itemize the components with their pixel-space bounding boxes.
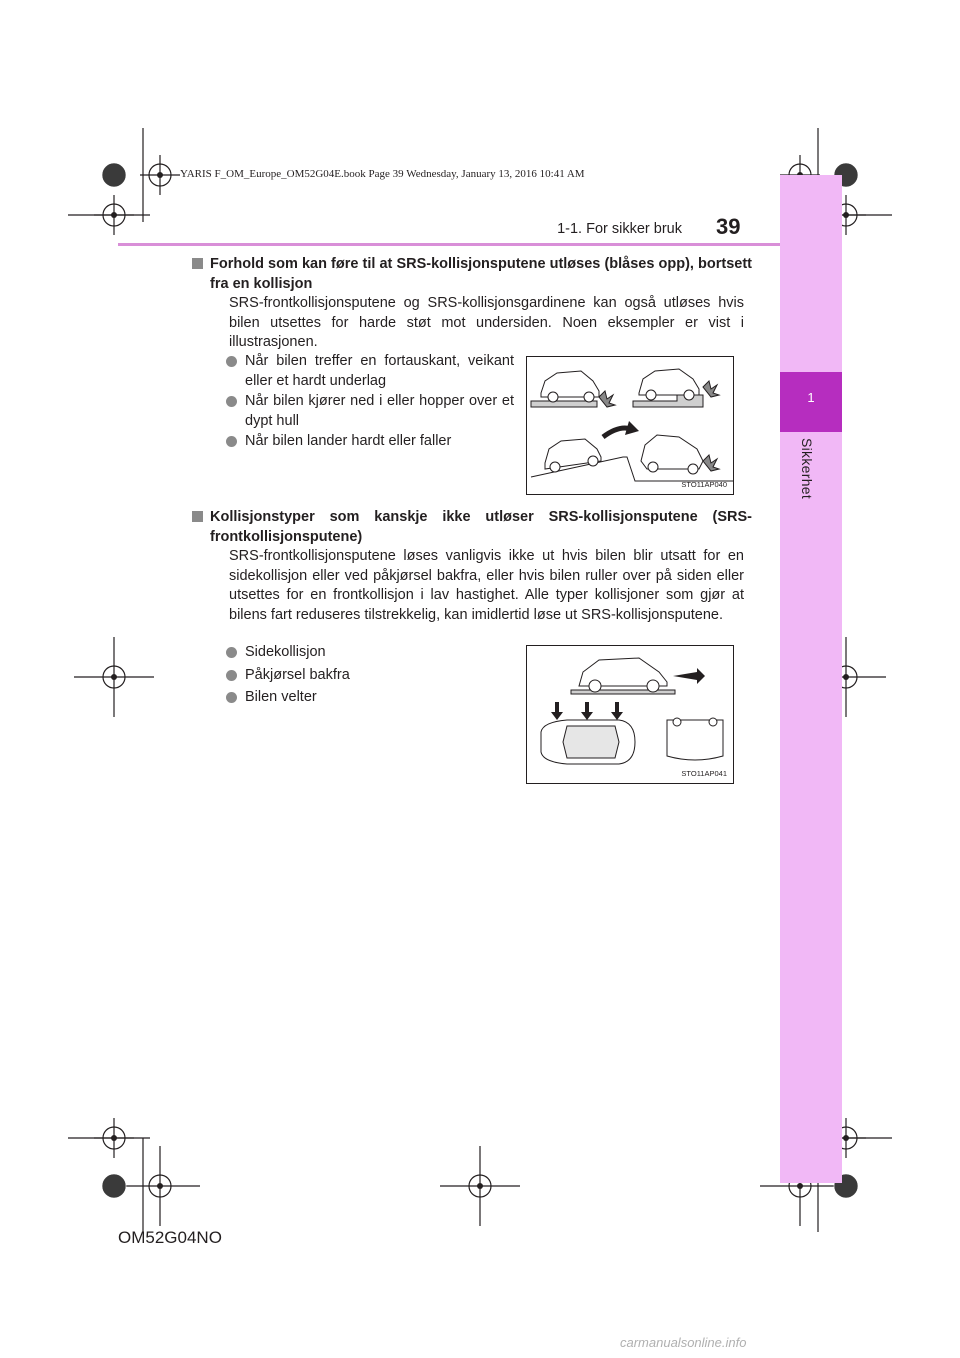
- document-code: OM52G04NO: [118, 1228, 222, 1247]
- bullet-dot-icon: [226, 692, 237, 703]
- bullet-dot-icon: [226, 396, 237, 407]
- section1-heading: [210, 255, 752, 294]
- book-file-line: YARIS F_OM_Europe_OM52G04E.book Page 39 Wednesday, January 13, 2016 10:41 AM: [180, 168, 585, 180]
- bullet-dot-icon: [226, 356, 237, 367]
- figure-code: STO11AP040: [681, 480, 727, 489]
- page-number: 39: [716, 214, 741, 239]
- bullet-text: Når bilen lander hardt eller faller: [245, 433, 452, 449]
- collision-types-illustration: [527, 646, 733, 783]
- bullet-dot-icon: [226, 670, 237, 681]
- header-rule: [118, 243, 780, 246]
- section2-paragraph: SRS-frontkollisjonsputene løses vanligvis ikke ut hvis bilen blir utsatt for en sidekollisjon eller ved påkjørsel bakfra, eller hvis bilen ruller over på siden eller utsettes for en frontkollisjon i lav hastighet. Alle typer kollisjoner som gjør at bilens fart reduseres tilstrekkelig, kan imidlertid løse ut SRS-kollisjonsputene.: [229, 548, 744, 623]
- figure-undercarriage-impacts: [526, 356, 734, 495]
- figure-code: STO11AP041: [681, 769, 727, 778]
- square-marker-icon: [192, 511, 203, 522]
- section1-heading-text: Forhold som kan føre til at SRS-kollisjonsputene utløses (blåses opp), bortsett fra en kollisjon: [210, 256, 752, 292]
- bullet-text: Bilen velter: [245, 689, 317, 705]
- bullet-text: Påkjørsel bakfra: [245, 667, 350, 683]
- section-title: 1-1. For sikker bruk: [557, 221, 682, 237]
- bullet-text: Når bilen treffer en fortauskant, veikant eller et hardt underlag: [245, 353, 514, 389]
- chapter-label: Sikkerhet: [799, 438, 815, 500]
- section2-heading-text: Kollisjonstyper som kanskje ikke utløser SRS-kollisjonsputene (SRS-frontkollisjonsputene): [210, 509, 752, 545]
- bullet-text: Sidekollisjon: [245, 644, 326, 660]
- bullet-text: Når bilen kjører ned i eller hopper over et dypt hull: [245, 393, 514, 429]
- chapter-number: 1: [807, 390, 815, 405]
- section2-heading: [210, 508, 752, 547]
- bullet-dot-icon: [226, 647, 237, 658]
- bullet-dot-icon: [226, 436, 237, 447]
- watermark: carmanualsonline.info: [620, 1335, 747, 1350]
- car-impact-illustration: [527, 357, 733, 494]
- figure-collision-types: [526, 645, 734, 784]
- square-marker-icon: [192, 258, 203, 269]
- chapter-tab-strip: [780, 175, 842, 1183]
- section1-paragraph: SRS-frontkollisjonsputene og SRS-kollisjonsgardinene kan også utløses hvis bilen utsettes for harde støt mot undersiden. Noen eksempler er vist i illustrasjonen.: [229, 295, 744, 350]
